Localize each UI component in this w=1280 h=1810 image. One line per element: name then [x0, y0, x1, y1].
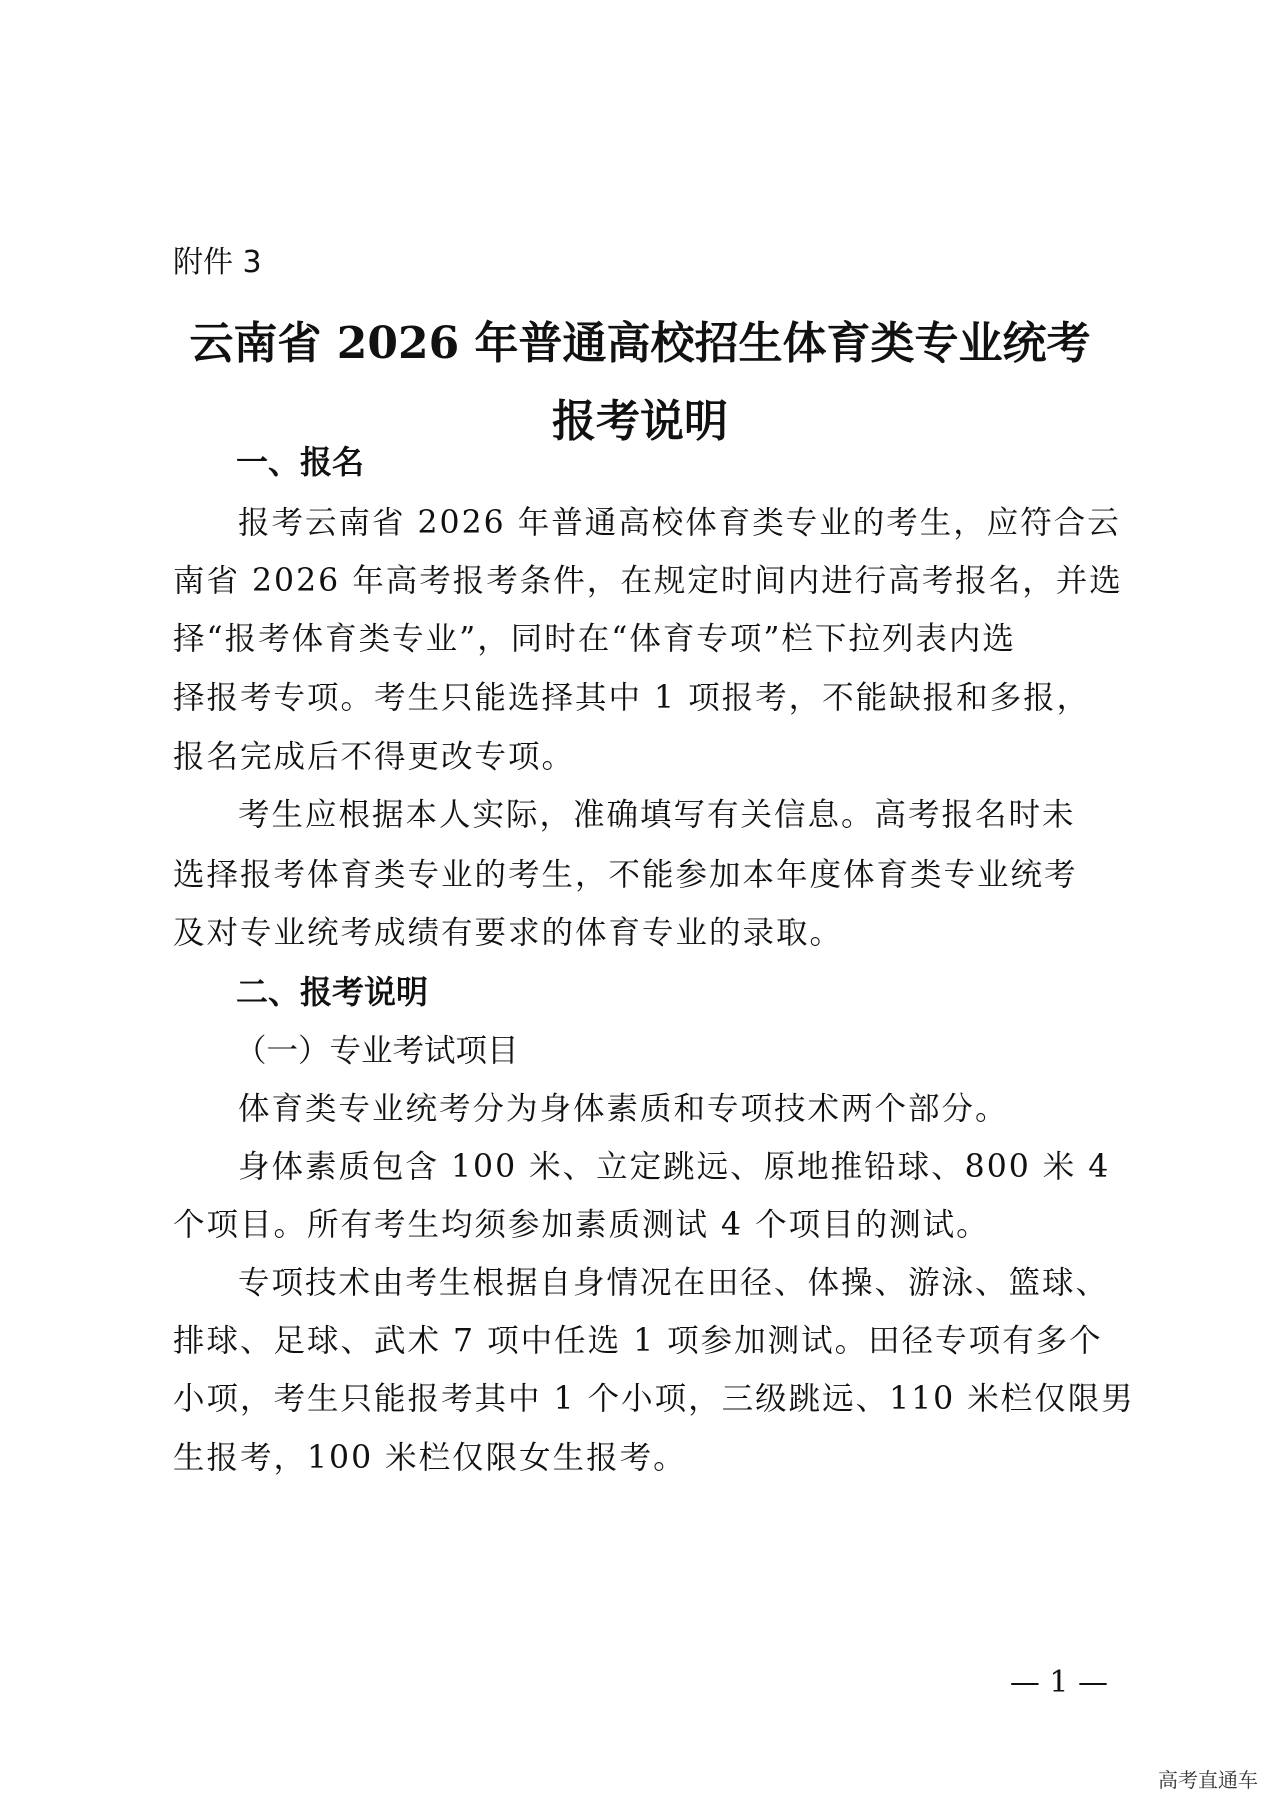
paragraph-line: 考生应根据本人实际，准确填写有关信息。高考报名时未 — [238, 797, 1076, 833]
paragraph-line: 专项技术由考生根据自身情况在田径、体操、游泳、篮球、 — [238, 1265, 1110, 1301]
paragraph-line: 南省 2026 年高考报考条件，在规定时间内进行高考报名，并选 — [173, 563, 1123, 599]
paragraph-line: 选择报考体育类专业的考生，不能参加本年度体育类专业统考 — [173, 857, 1078, 893]
paragraph-line: 排球、足球、武术 7 项中任选 1 项参加测试。田径专项有多个 — [173, 1323, 1103, 1359]
document-title-line-1: 云南省 2026 年普通高校招生体育类专业统考 — [189, 318, 1091, 369]
sub-heading-exam-items: （一）专业考试项目 — [235, 1033, 519, 1069]
paragraph-line: 体育类专业统考分为身体素质和专项技术两个部分。 — [238, 1091, 1009, 1127]
paragraph-line: 报名完成后不得更改专项。 — [173, 739, 576, 775]
section-heading-registration: 一、报名 — [236, 443, 365, 481]
attachment-label: 附件 3 — [173, 245, 262, 280]
paragraph-line: 报考云南省 2026 年普通高校体育类专业的考生，应符合云 — [238, 505, 1121, 541]
page-number: — 1 — — [1009, 1665, 1108, 1700]
paragraph-line: 身体素质包含 100 米、立定跳远、原地推铅球、800 米 4 — [238, 1149, 1111, 1185]
watermark-text: 高考直通车 — [1158, 1768, 1258, 1792]
paragraph-line: 择报考专项。考生只能选择其中 1 项报考，不能缺报和多报， — [173, 680, 1091, 716]
paragraph-line: 及对专业统考成绩有要求的体育专业的录取。 — [173, 915, 844, 951]
paragraph-line: 小项，考生只能报考其中 1 个小项，三级跳远、110 米栏仅限男 — [173, 1381, 1135, 1417]
paragraph-line: 生报考，100 米栏仅限女生报考。 — [173, 1440, 687, 1476]
paragraph-line: 个项目。所有考生均须参加素质测试 4 个项目的测试。 — [173, 1207, 990, 1243]
paragraph-line: 择“报考体育类专业”，同时在“体育专项”栏下拉列表内选 — [173, 621, 1016, 657]
section-heading-instructions: 二、报考说明 — [236, 973, 429, 1011]
document-title-line-2: 报考说明 — [552, 396, 728, 447]
